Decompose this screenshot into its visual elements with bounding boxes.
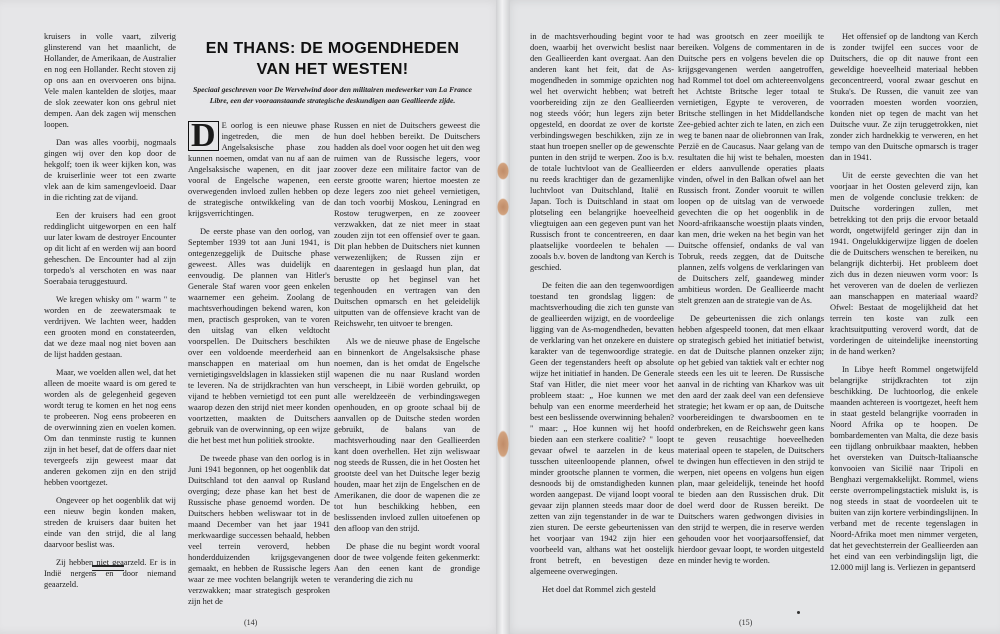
article-title-line-2: VAN HET WESTEN! — [256, 61, 409, 78]
rust-stain — [497, 198, 509, 216]
paragraph: Als we de nieuwe phase de Engelsche en binnenkort de Angelsaksische phase noemen, dan is het omdat de Engelsche wapenen die nu naar Rusland worden verscheept, in Libië worden gebruikt, op alle wereldzeeën de verbindingswegen openhouden, en op groote schaal bij de aanvallen op de Duitsche steden worden gebruikt, de balans van de machtsverhouding naar den Geallieerden kant doen overhellen. Het zijn weliswaar nog steeds de Russen, die in het Oosten het grootste deel van het Duitsche leger bezig houden, maar het zijn de Engelschen en de Amerikanen, die door de wapenen die ze tot hun beschikking hebben, een beslissenden invloed zullen uitoefenen op den afloop van den strijd. — [334, 337, 480, 533]
paragraph — [188, 117, 330, 219]
paragraph: De tweede phase van den oorlog is in Juni 1941 begonnen, op het oogenblik dat Duitschland tot den aanval op Rusland overging; deze phase kan het best de Russische phase genoemd worden. De Duitschers hebben weliswaar tot in de maand December van het jaar 1941 merkwaardige successen behaald, hebben veel terrein veroverd, hebben honderdduizenden krijgsgevangenen gemaakt, en hebben de Russische legers waar ze mee vochten belangrijk weten te verzwakken; maar strategisch gesproken zijn het de — [188, 454, 330, 606]
end-rule-divider — [92, 565, 124, 571]
rust-stain — [497, 430, 509, 458]
paragraph: Maar, we voelden allen wel, dat het alleen de moeite waard is om gered te worden als de gelegenheid gegeven wordt terug te komen en het nog eens te probeeren. Nog eens probeeren en de overwinning zien en voelen komen. Om dan tenminste rustig te kunnen zijn in het besef, dat de offers daar niet tevergeefs zijn geweest maar dat anderen gekomen zijn en den strijd hebben voortgezet. — [44, 368, 176, 487]
paragraph-text: E oorlog is een nieuwe phase ingetreden, die men de Angelsaksische phase zou kunnen noemen, omdat van nu af aan de Angelsaksische wapenen, en dit jaar vooral de Engelsche wapenen, een overwegenden invloed zullen hebben op de strategische ontwikkeling van de krijgsverrichtingen. — [188, 121, 330, 218]
paragraph: Dan was alles voorbij, nogmaals gingen wij over den kop door de hekgolf; toen ik weer kijken kon, was de kruiserlinie weer tot een zwarte vlek aan de kim samengevloeid. Daar in die richting zat de vijand. — [44, 138, 176, 202]
paragraph: In Libye heeft Rommel ongetwijfeld belangrijke strijdkrachten tot zijn beschikking. De luchtoorlog, die enkele maanden achtereen is voortgezet, heeft hem in staat gesteld belangrijke voorraden in Noord Afrika op te hoopen. De bombardementen van Malta, die deze basis een tijdlang onbruikbaar maakten, hebben het oversteken van Duitsch-Italiaansche konvooien van Sicilië naar Tripoli en Benghazi vergemakkelijkt. Rommel, wiens eerste overrompelingstactiek mislukt is, is nog steeds in staat de voordeelen uit te buiten van zijn kortere verbindingslijnen. In verband met de recente tegenslagen in Noord-Afrika moet men nimmer vergeten, dat het gevechtsterrein der Geallieerden aan het eind van een verbindingslijn ligt, die 12.000 mijl lang is. Verliezen in gepantserd — [830, 365, 978, 572]
paragraph: Een der kruisers had een groot reddinglicht uitgeworpen en een half uur later kwam de destroyer Encounter op dit licht af en werden wij aan boord geheschen. De Encounter had al zijn torpedo's al verschoten en was naar Soerabaia teruggestuurd. — [44, 211, 176, 286]
article-column-4 — [678, 31, 824, 573]
article-column-5 — [830, 31, 978, 580]
story-column-end — [44, 31, 176, 597]
paragraph: Het doel dat Rommel zich gesteld — [542, 585, 656, 594]
ink-speck — [797, 611, 800, 614]
article-title-line-1: EN THANS: DE MOGENDHEDEN — [205, 40, 460, 57]
article-subtitle: Speciaal geschreven voor De Wervelwind door den militairen medewerker van La France Libre, een der vooraanstaande strategische deskundigen aan Geallieerde zijde. — [193, 85, 472, 105]
paragraph: Ongeveer op het oogenblik dat wij een nieuw begin konden maken, streden de kruisers daar buiten het einde van den strijd, die al lang daarvoor beslist was. — [44, 496, 176, 549]
rust-stain — [497, 162, 509, 180]
paragraph: We kregen whisky om " warm " te worden en de zeewatersmaak te verdrijven. We lachten weer, hadden een grooten mond en constateerden, dat we deze maal nog niet boven aan de lijst hadden gestaan. — [44, 295, 176, 359]
paragraph: had was grootsch en zeer moeilijk te bereiken. Volgens de commentaren in de Duitsche pers en volgens bevelen die op krijgsgevangenen werden aangetroffen, had Rommel tot doel om achtereenvolgens het Achtste Britsche leger totaal te vernietigen, Egypte te veroveren, de Britsche stellingen in het Middellandsche Zee-gebied achter zich te laten, en zich een weg te banen naar de oliebronnen van Irak, Perzië en de Caucasus. Naar gelang van de resultaten die hij wist te behalen, moesten er elders aanvullende operaties plaats vinden, ofwel in den Balkan ofwel aan het Russisch front. Zonder vooruit te willen loopen op de uitslag van de verwoede gevechten die op het oogenblik in de Noord-afrikaansche woestijn plaats vinden, kan men, drie weken na het begin van het Duitsche offensief, ondanks de val van Tobruk, reeds zeggen, dat de Duitsche plannen, zelfs volgens de verklaringen van de Duitschers zelf, gaandeweg minder ambitieus worden. De Geallieerde macht stelt grenzen aan de strategie van de As. — [678, 32, 824, 305]
article-column-1 — [188, 117, 330, 614]
article-title — [190, 38, 475, 80]
paragraph: Russen en niet de Duitschers geweest die hun doel hebben bereikt. De Duitschers hadden als doel voor oogen het uit den weg ruimen van de Russische legers, voor zoover deze een militaire factor van de eerste grootte waren; hiertoe moesten ze deze legers zoo niet geheel vernietigen, dan toch voorbij Moskou, Leningrad en Rostow terugwerpen, en ze zooveer verzwakken, dat ze niet meer in staat zouden zijn tot een offensief over te gaan. Dit plan hebben de Duitschers niet kunnen verwezenlijken; de Russen zijn er daarentegen in geslaagd hun plan, dat berustte op het beginsel van het tegenhouden en vertragen van den Duitschen opmarsch en het geleidelijk uitputten van de offensieve kracht van de Reichswehr, ten uitvoer te brengen. — [334, 121, 480, 328]
paragraph: De eerste phase van den oorlog, van September 1939 tot aan Juni 1941, is ontegenzeggelijk de Duitsche phase geweest. Alles was duidelijk en eenvoudig. De plannen van Hitler's Generale Staf waren voor geen enkelen waarnemer een geheim. Zoolang de machtsverhoudingen bekend waren, kon men, practisch gesproken, van te voren den uitslag van elken veldtocht voorspellen. De Duitschers beschikten over een voldoende meerderheid aan manschappen en materiaal om hun vernietigingsveldslagen in klassieken stijl te leveren. Na de strijdkrachten van hun vijand te hebben vernietigd tot een punt waarop dezen den strijd niet meer konden voortzetten, maakten de Duitschers gebruik van de overwinning, op een wijze die het best met hun politiek strookte. — [188, 227, 330, 445]
paragraph: Zij hebben niet geaarzeld. Er is in Indië nergens en door niemand geaarzeld. — [44, 558, 176, 589]
binding-gutter — [496, 0, 510, 634]
paragraph: Uit de eerste gevechten die van het voorjaar in het Oosten geleverd zijn, kan men de volgende conclusie trekken: de Duitsche vorderingen zullen, met betrekking tot den prijs die ervoor betaald wordt, ongetwijfeld geringer zijn dan in 1941. Ongelukkigerwijze liggen de doelen die de Duitschers wenschen te bereiken, nu belangrijk dichterbij. Het probleem doet zich dus in dezen nieuwen vorm voor: Is het veroveren van de doelen de verliezen aan manschappen en materiaal waard? Ofwel: Bestaat de mogelijkheid dat het terrein ten koste van zulk een krachtsuitputting veroverd wordt, dat de vorderingen de uiteindelijke ineenstorting in de hand werken? — [830, 171, 978, 356]
paragraph: De gebeurtenissen die zich onlangs hebben afgespeeld toonen, dat men elkaar op strategisch gebied het initiatief betwist, en dat de Duitsche plannen onzeker zijn; op het gebied van taktiek valt er echter nog steeds een les uit te leeren. De Russische aanval in de richting van Kharkov was uit den aard der zaak deel van een defensieve strategie; het kwam er op aan, de Duitsche voorbereidingen te dwarsboomen en te onderbreken, en de Reichswehr geen kans te geven reusachtige hoeveelheden materiaal opeen te stapelen, de Duitschers te dwingen hun effectieven in den strijd te werpen, niet opeens en volgens hun eigen plan, maar geleidelijk, teneinde het hoofd te bieden aan den Russischen druk. Dit doel werd door de Russen bereikt. De Duitschers waren gedwongen divisies in den strijd te werpen, die in reserve werden gehouden voor het voorjaarsoffensief, dat hierdoor gevaar loopt, te worden uitgesteld en minder hevig te worden. — [678, 314, 824, 565]
paragraph: kruisers in volle vaart, zilverig glinsterend van het maanlicht, de Hollander, de Amerikaan, de Australier en nog een Hollander. Recht stoven zij op ons aan en overvoeren ons bijna. Vele malen kantelden de slotjes, maar de slok zeewater kon ons gebrul niet dempen. Aan dek zagen wij menschen loopen. — [44, 32, 176, 129]
paragraph: De feiten die aan den tegenwoordigen toestand ten grondslag liggen: de machtsverhouding die zich ten gunste van de geallieerden wijzigt, en de voordeelige ligging van de As-mogendheden, bevatten de verklaring van het onzekere en duistere karakter van de tegenwoordige strategie. Geen der tegenstanders heeft op absolute wijze het initiatief in handen. De Generale Staf van Hitler, die niet meer voor het probleem staat: „ Hoe kunnen we met behulp van een enorme meerderheid het best een beslissende overwinning behalen? " maar: „ Hoe kunnen wij het hoofd bieden aan een sterkere coalitie? " loopt gevaar ofwel te aarzelen in de keus tusschen uiteenloopende plannen, ofwel minder grootsche plannen te vormen, die desnoods bij de omstandigheden kunnen worden aangepast. De vijand loopt vooral gevaar zijn plannen steeds maar door de zetten van zijn tegenstander in de war te zien sturen. De eerste gebeurtenissen van het voorjaar van 1942 zijn hier een voorbeeld van, althans wat het oostelijk front betreft, en bevestigen deze algemeene overwegingen. — [530, 281, 674, 576]
article-column-2 — [334, 120, 480, 592]
paragraph: in de machtsverhouding begint voor te doen, waarbij het overwicht beslist naar den Geallieerden kant overgaat. Aan den anderen kant het feit, dat de As-mogendheden in sommige opzichten nog wel het overwicht hebben; wat betreft voorbereiding zijn ze den Geallieerden nog steeds vóór; hun legers zijn beter opgesteld, en doordat ze over de kortste verbindingswegen beschikken, zijn ze in staat hun troepen sneller op de gewenschte punten in den strijd te werpen. Zoo is b.v. de totale luchtvloot van de Geallieerden nu reeds krachtiger dan de gezamenlijke luchtvloot van Duitschland, Italië en Japan. Toch is Duitschland in staat om plotseling een belangrijke hoeveelheid vliegtuigen aan een gegeven punt van het Russisch front te concentreeren, en daar plaatselijke voordeelen te behalen — zooals b.v. boven de landtong van Kerch is geschied. — [530, 32, 674, 272]
drop-cap: D — [188, 121, 219, 151]
page-number: (14) — [244, 618, 258, 627]
page-number: (15) — [739, 618, 753, 627]
article-column-3 — [530, 31, 674, 602]
paragraph: Het offensief op de landtong van Kerch is zonder twijfel een succes voor de Duitschers, die op dit nauwe front een geweldige hoeveelheid materiaal hebben geconcentreerd, vooral zwaar geschut en Stuka's. De Russen, die vanuit zee van voorraden moesten worden voorzien, konden niet op tegen de macht van het Duitsche vuur. Ze zijn teruggetrokken, niet zonder zich hardnekkig te verweren, en het tempo van den Duitsche opmarsch is trager dan in 1941. — [830, 32, 978, 162]
page-15 — [503, 0, 1000, 634]
paragraph: De phase die nu begint wordt vooral door de twee volgende feiten gekenmerkt: Aan den eenen kant de grondige verandering die zich nu — [334, 542, 480, 584]
